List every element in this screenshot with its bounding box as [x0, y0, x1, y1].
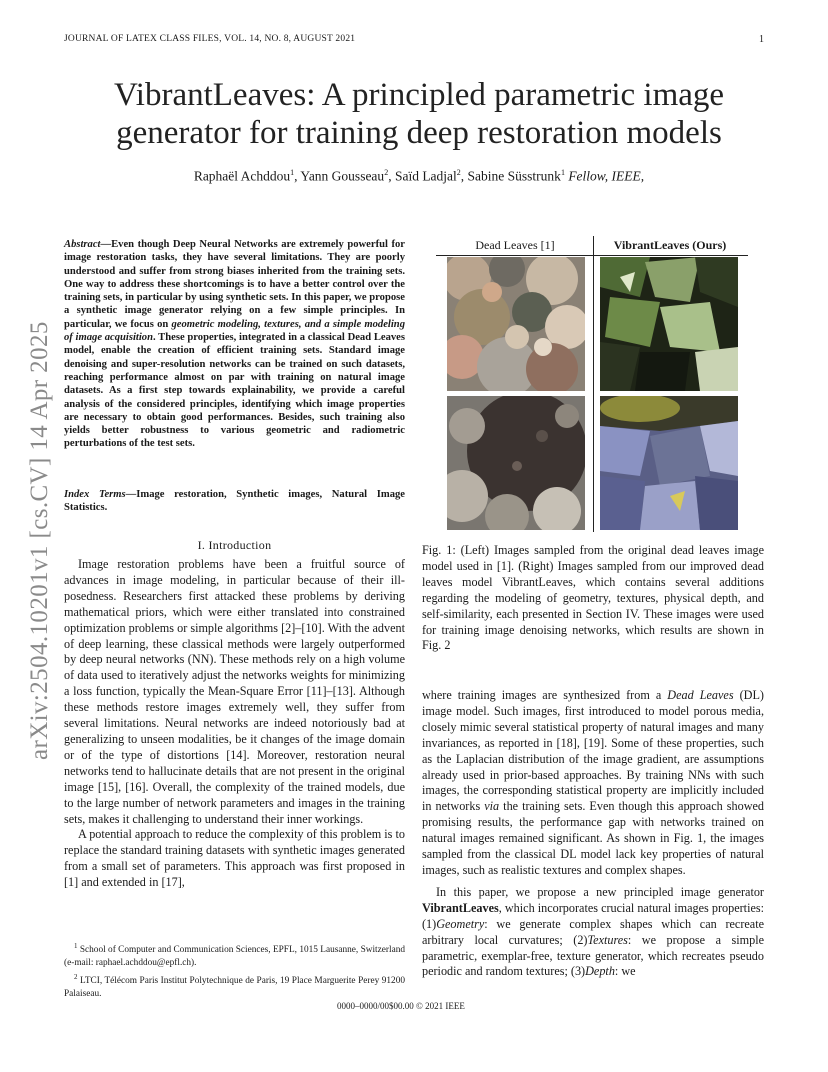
right-column-body [422, 688, 764, 980]
title-line-2: generator for training deep restoration models [116, 115, 722, 151]
author-list: Raphaël Achddou$^1$, Yann Gousseau$^2$, Saïd Ladjal$^2$, Sabine Süsstrunk$^1$ Fellow, IEEE, [193, 168, 645, 184]
index-terms-label: Index Terms [64, 489, 126, 500]
vibrantleaves-image-2 [600, 396, 738, 530]
copyright-line: 0000–0000/00$00.00 © 2021 IEEE [337, 1001, 465, 1011]
footnote [64, 971, 405, 1000]
vibrantleaves-image-1-graphic [600, 257, 738, 391]
figure-divider-horizontal [436, 255, 748, 256]
paper-title [60, 76, 778, 152]
section-heading: I. Introduction [197, 538, 272, 552]
footnote-mark: 2 [74, 973, 78, 982]
running-header: JOURNAL OF LATEX CLASS FILES, VOL. 14, NO. 8, AUGUST 2021 [64, 34, 356, 44]
dead-leaves-image-2 [447, 396, 585, 530]
author-affiliation-mark: 2 [456, 168, 461, 177]
author-name: Sabine Süsstrunk [467, 168, 561, 184]
dead-leaves-image-2-graphic [447, 396, 585, 530]
figure-caption: Fig. 1: (Left) Images sampled from the original dead leaves image model used in [1]. (Right) Images sampled from our improved dead leaves model VibrantLeaves, which contains several additions regarding the modeling of geometry, textures, physical depth, and self-similarity, each presented in Section IV. These images were used for training image denoising networks, which results are shown in Fig. 2 [422, 543, 764, 653]
figure-column-label-vibrantleaves: VibrantLeaves (Ours) [613, 238, 727, 252]
footnote [64, 940, 405, 969]
dead-leaves-image-1-graphic [447, 257, 585, 391]
abstract-emphasis: geometric modeling, textures, and a simple modeling of image acquisition [64, 318, 405, 344]
introduction-body [64, 557, 405, 891]
author-affiliation-mark: 1 [560, 168, 565, 177]
abstract-text: —Even though Deep Neural Networks are extremely powerful for image restoration tasks, they have several limitations. They are poorly understood and suffer from strong biases inherited from the training sets. One way to address these shortcomings is to have a better control over the training sets, in particular by using synthetic sets. In this paper, we propose a synthetic image generator relying on a few simple principles. In particular, we focus on [64, 239, 405, 330]
paragraph: In this paper, we propose a new principled image generator VibrantLeaves, which incorporates crucial natural images properties: (1)Geometry: we generate complex shapes which can recreate arbitrary local curvatures; (2)Textures: we propose a simple parametric, exemplar-free, texture generator, which recreates pseudo periodic and random textures; (3)Depth: we [422, 884, 764, 979]
paragraph: A potential approach to reduce the complexity of this problem is to replace the standard training datasets with synthetic images generated from a small set of parameters. This approach was first proposed in [1] and extended in [17], [64, 827, 405, 890]
abstract-label: Abstract [64, 239, 101, 250]
arxiv-sidebar-stamp: arXiv:2504.10201v1 [cs.CV] 14 Apr 2025 [26, 321, 53, 760]
footnotes [64, 940, 405, 1002]
figure-divider-vertical [593, 236, 594, 532]
abstract-text: . These properties, integrated in a classical Dead Leaves model, enable the creation of efficient training sets. Standard image denoising and super-resolution networks can be trained on such datasets, reaching performance almost on par with training on natural image datasets. As a first step towards explainability, we provide a careful analysis of the considered principles, identifying which image properties are necessary to obtain good performances. Besides, such training also yields better robustness to various geometric and radiometric perturbations of the test sets. [64, 332, 406, 450]
vibrantleaves-image-1 [600, 257, 738, 391]
author-title: Fellow, IEEE, [568, 168, 645, 184]
author-name: Yann Gousseau [300, 168, 385, 184]
footnote-mark: 1 [74, 942, 78, 950]
author-affiliation-mark: 1 [290, 168, 295, 177]
author-name: Saïd Ladjal [394, 168, 457, 184]
title-line-1: VibrantLeaves: A principled parametric image [113, 77, 725, 113]
figure-column-label-dead-leaves: Dead Leaves [1] [475, 238, 555, 252]
abstract [64, 238, 405, 451]
dead-leaves-image-1 [447, 257, 585, 391]
footnote-text: LTCI, Télécom Paris Institut Polytechnique de Paris, 19 Place Marguerite Perey 91200 Palaiseau. [64, 976, 406, 999]
paragraph: where training images are synthesized from a Dead Leaves (DL) image model. Such images, first introduced to model porous media, closely mimic several statistical property of natural images and many invariances, as reported in [18], [19]. Some of these properties, such as the Laplacian distribution of the image gradient, are assumptions already used in prior-based approaches. By training NNs with such images, the corresponding statistical property are implicitly included in networks via the training sets. Even though this approach showed promising results, the performance gap with networks trained on natural images remained significant. As shown in Fig. 1, the images sampled from the classical DL model lack key properties of natural images, such as realistic textures and complex shapes. [422, 688, 764, 877]
author-affiliation-mark: 2 [384, 168, 389, 177]
footnote-text: School of Computer and Communication Sciences, EPFL, 1015 Lausanne, Switzerland (e-mail: raphael.achddou@epfl.ch). [64, 945, 405, 968]
vibrantleaves-image-2-graphic [600, 396, 738, 530]
paragraph: Image restoration problems have been a fruitful source of advances in image modeling, in particular because of their ill-posedness. Researchers first attacked these problems by deriving mathematical priors, which were either translated into constrained optimization problems or simple algorithms [2]–[10]. With the advent of deep learning, these classical methods were largely outperformed by deep neural networks (NN). These methods rely on a high volume of data used to iteratively adjust the networks weights for minimizing a loss function, typically the Mean-Square Error [11]–[13]. Although these methods restore images extremely well, they suffer from several limitations. Neural networks are indeed notoriously bad at generalizing to unseen modalities, be it changes of the image domain or of the type of distortions [14]. Moreover, restoration neural networks tend to hallucinate details that are not present in the original image [15], [16]. Overall, the complexity of the trained models, due to the large number of network parameters and images in the training sets, makes it challenging to understand their inner workings. [64, 557, 405, 826]
index-terms [64, 488, 405, 515]
page-number: 1 [759, 34, 764, 45]
author-name: Raphaël Achddou [193, 168, 291, 184]
index-terms-text: —Image restoration, Synthetic images, Natural Image Statistics. [64, 489, 405, 514]
